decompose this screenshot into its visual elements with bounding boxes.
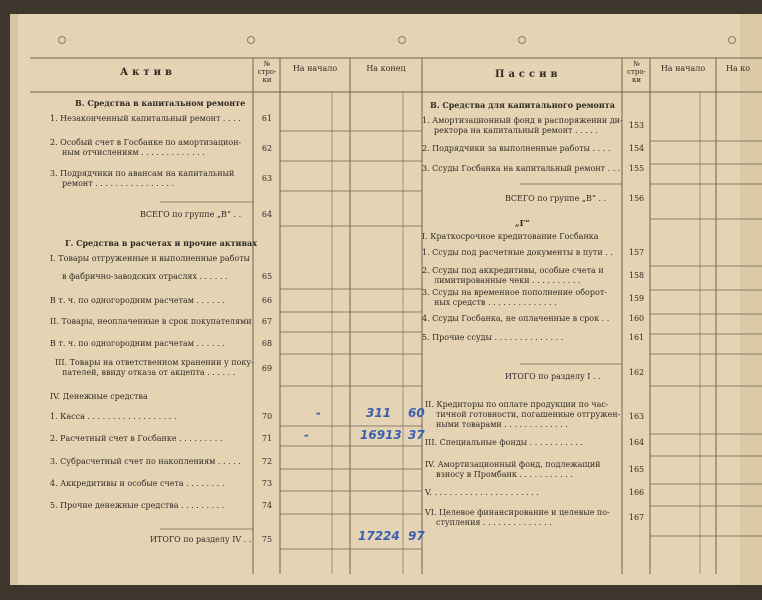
right-row-line: 166: [628, 488, 645, 497]
left-row-line: 75: [261, 535, 273, 544]
right-row-line: 167: [628, 513, 645, 522]
left-row-line: 73: [261, 479, 273, 488]
punch-hole: [518, 36, 526, 44]
aktiv-header: Актив: [120, 67, 176, 78]
right-section-g: „Г“: [515, 218, 530, 228]
handwritten-end-kop: 37: [408, 428, 425, 442]
right-row-text: 2. Подрядчики за выполненные работы . . . .: [422, 144, 611, 153]
left-row-text: 5. Прочие денежные средства . . . . . . . . .: [50, 501, 225, 510]
right-total-v: ВСЕГО по группе „В“ . .: [505, 194, 607, 203]
right-row-line: 157: [628, 248, 645, 257]
right-row-text: V. . . . . . . . . . . . . . . . . . . . . .: [425, 488, 539, 497]
handwritten-start-dash: -: [316, 406, 321, 420]
left-row-text2: в фабрично-заводских отраслях . . . . . .: [62, 272, 228, 281]
left-row-text2: ремонт . . . . . . . . . . . . . . . .: [62, 179, 175, 188]
left-row-line: 63: [261, 174, 273, 183]
punch-hole: [58, 36, 66, 44]
right-row-text: 4. Ссуды Госбанка, не оплаченные в срок . .: [422, 314, 610, 323]
end-header-right: На ко: [726, 64, 751, 73]
left-row-text: 3. Субрасчетный счет по накоплениям . . . . .: [50, 457, 241, 466]
right-row-text: 1. Амортизационный фонд в распоряжении ди-: [422, 116, 623, 125]
right-row-text2: ректора на капитальный ремонт . . . . .: [434, 126, 598, 135]
end-header: На конец: [366, 64, 406, 73]
left-row-line: 68: [261, 339, 273, 348]
left-row-text: II. Товары, неоплаченные в срок покупателями: [50, 317, 252, 326]
handwritten-total-rub: 17224: [358, 529, 400, 543]
right-row-line: 161: [628, 333, 645, 342]
left-row-text: 2. Особый счет в Госбанке по амортизацион-: [50, 138, 242, 147]
passiv-header: Пассив: [495, 69, 562, 80]
left-section-v: В. Средства в капитальном ремонте: [75, 98, 246, 108]
right-row-text2: ступления . . . . . . . . . . . . . .: [436, 518, 552, 527]
handwritten-end-kop: 60: [408, 406, 425, 420]
left-total-iv: ИТОГО по разделу IV . .: [150, 535, 252, 544]
right-section-v: В. Средства для капитального ремонта: [430, 100, 615, 110]
left-row-line: 69: [261, 364, 273, 373]
start-header-right: На начало: [660, 64, 706, 73]
line-number-header: № стро- ки: [257, 60, 277, 84]
left-row-text: 3. Подрядчики по авансам на капитальный: [50, 169, 235, 178]
left-section-iv: IV. Денежные средства: [50, 392, 148, 401]
left-row-line: 62: [261, 144, 273, 153]
left-row-text2: ным отчислениям . . . . . . . . . . . . .: [62, 148, 205, 157]
left-row-text: 1. Незаконченный капитальный ремонт . . . .: [50, 114, 241, 123]
right-row-line: 156: [628, 194, 645, 203]
start-header: На начало: [292, 64, 338, 73]
right-row-line: 164: [628, 438, 645, 447]
right-total-i: ИТОГО по разделу I . .: [505, 372, 601, 381]
right-row-text: III. Специальные фонды . . . . . . . . . . .: [425, 438, 584, 447]
right-row-text2: тичной готовности, погашенные отгружен-: [436, 410, 621, 419]
right-row-text: 5. Прочие ссуды . . . . . . . . . . . . . .: [422, 333, 564, 342]
right-row-line: 163: [628, 412, 645, 421]
handwritten-start-dash: -: [304, 428, 309, 442]
right-row-line: 154: [628, 144, 645, 153]
left-row-text2: пателей, ввиду отказа от акцепта . . . . . .: [62, 368, 236, 377]
right-row-text: 3. Ссуды Госбанка на капитальный ремонт . . .: [422, 164, 621, 173]
left-row-line: 65: [261, 272, 273, 281]
punch-hole: [728, 36, 736, 44]
left-row-line: 72: [261, 457, 273, 466]
handwritten-end-rub: 16913: [360, 428, 402, 442]
left-row-text: 1. Касса . . . . . . . . . . . . . . . . . .: [50, 412, 177, 421]
right-row-text: VI. Целевое финансирование и целевые по-: [425, 508, 610, 517]
left-row-line: 64: [261, 210, 273, 219]
left-row-text: I. Товары отгруженные и выполненные работы: [50, 254, 251, 263]
left-row-text: 4. Аккредитивы и особые счета . . . . . . . .: [50, 479, 225, 488]
right-row-text: II. Кредиторы по оплате продукции по час-: [425, 400, 609, 409]
right-row-line: 160: [628, 314, 645, 323]
left-total-v: ВСЕГО по группе „В“ . .: [140, 210, 242, 219]
left-row-text: III. Товары на ответственном хранении у поку-: [55, 358, 254, 367]
right-row-line: 162: [628, 368, 645, 377]
left-row-line: 70: [261, 412, 273, 421]
right-row-text: 2. Ссуды под аккредитивы, особые счета и: [422, 266, 604, 275]
left-row-text: 2. Расчетный счет в Госбанке . . . . . . . . .: [50, 434, 223, 443]
left-row-line: 74: [261, 501, 273, 510]
line-number-header-right: № стро- ки: [627, 60, 646, 84]
right-row-text2: лимитированные чеки . . . . . . . . . .: [434, 276, 581, 285]
right-row-line: 158: [628, 271, 645, 280]
punch-hole: [247, 36, 255, 44]
right-row-text: 3. Ссуды на временное пополнение оборот-: [422, 288, 607, 297]
left-row-line: 66: [261, 296, 273, 305]
left-row-line: 71: [261, 434, 273, 443]
left-row-line: 61: [261, 114, 273, 123]
right-row-line: 153: [628, 121, 645, 130]
right-row-text: I. Краткосрочное кредитование Госбанка: [422, 232, 599, 241]
right-row-text: 1. Ссуды под расчетные документы в пути . .: [422, 248, 613, 257]
left-row-text: В т. ч. по одногородним расчетам . . . . . .: [50, 296, 225, 305]
punch-hole: [398, 36, 406, 44]
right-row-text: IV. Амортизационный фонд, подлежащий: [425, 460, 601, 469]
handwritten-end-rub: 311: [366, 406, 392, 420]
right-row-text2: ных средств . . . . . . . . . . . . . .: [434, 298, 557, 307]
ledger-sheet: [10, 14, 762, 585]
right-row-line: 165: [628, 465, 645, 474]
left-row-text: В т. ч. по одногородним расчетам . . . . . .: [50, 339, 225, 348]
right-row-line: 159: [628, 294, 645, 303]
left-section-g: Г. Средства в расчетах и прочие активах: [65, 238, 257, 248]
handwritten-total-kop: 97: [408, 529, 425, 543]
right-row-text2: взносу в Промбанк . . . . . . . . . . .: [436, 470, 573, 479]
right-row-text3: ными товарами . . . . . . . . . . . . .: [436, 420, 568, 429]
left-row-line: 67: [261, 317, 273, 326]
right-row-line: 155: [628, 164, 645, 173]
